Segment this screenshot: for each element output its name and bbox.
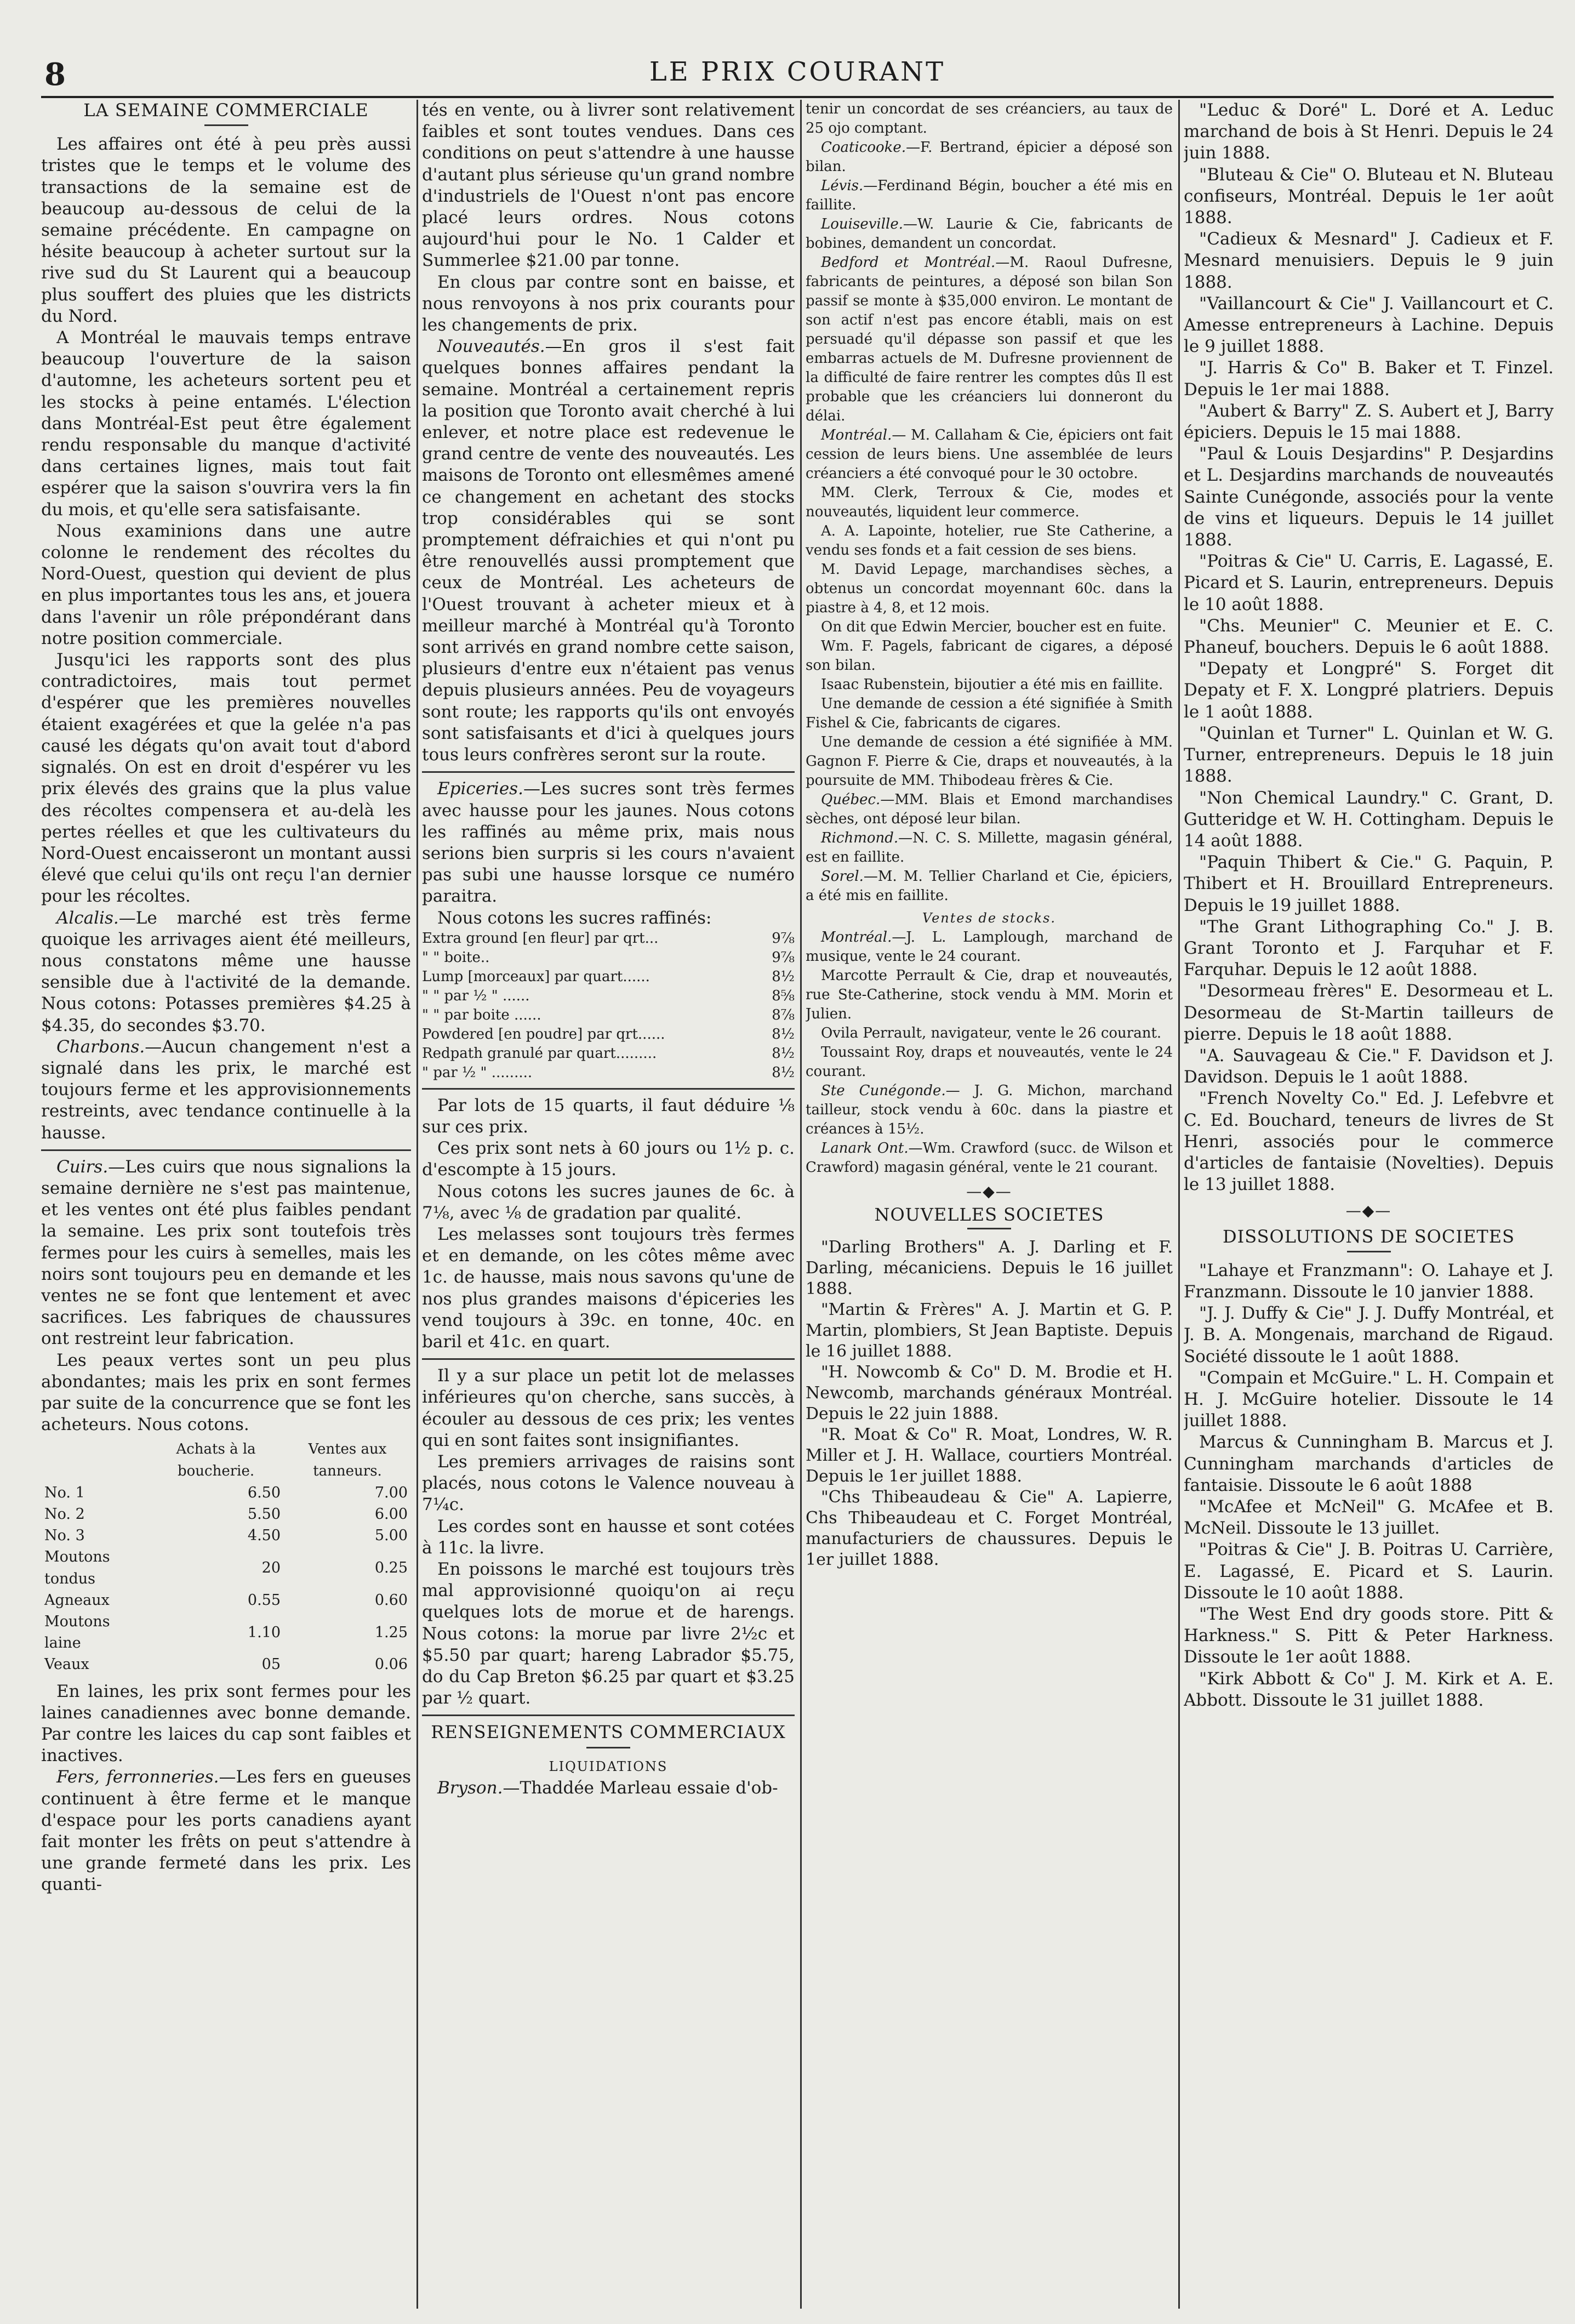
list-item: "Desormeau frères" E. Desormeau et L. Desormeau de St-Martin tailleurs de pierre. Depuis le 18 août 1888. [1184, 981, 1554, 1044]
subsection-heading: LIQUIDATIONS [549, 1758, 668, 1774]
price-value: 8½ [772, 1026, 795, 1043]
list-item: "Vaillancourt & Cie" J. Vaillancourt et C. Amesse entrepreneurs à Lachine. Depuis le 9 juillet 1888. [1184, 293, 1554, 357]
market-report-fers [41, 1767, 411, 1895]
price-item: " " par ½ " ...... [422, 987, 530, 1004]
table-cell: 20 [261, 1559, 281, 1576]
notice [806, 829, 1173, 867]
list-item: "Chs Thibeaudeau & Cie" A. Lapierre, Chs Thibeaudeau et C. Forget Montréal, manufacturiers de chaussures. Depuis le 1er juillet 1888. [806, 1488, 1173, 1569]
table-cell: 0.25 [374, 1559, 408, 1576]
list-item: "Martin & Frères" A. J. Martin et G. P. Martin, plombiers, St Jean Baptiste. Depuis le 16 juillet 1888. [806, 1300, 1173, 1361]
price-value: 8⅞ [772, 1006, 795, 1023]
table-cell: Agneaux [44, 1591, 110, 1609]
notice-bryson [422, 1778, 795, 1799]
section-rule [422, 771, 795, 773]
list-item: "Darling Brothers" A. J. Darling et F. Darling, mécaniciens. Depuis le 16 juillet 1888. [806, 1238, 1173, 1298]
table-cell: 1.25 [374, 1624, 408, 1641]
price-row [422, 1006, 795, 1025]
sugar-price-list [422, 929, 795, 1083]
price-row [422, 948, 795, 967]
place-name: Lévis. [821, 178, 864, 194]
notice [806, 867, 1173, 905]
notice: Une demande de cession a été signifiée à Smith Fishel & Cie, fabricants de cigares. [806, 696, 1173, 731]
notice-text: —W. Laurie & Cie, fabricants de bobines, demandent un concordat. [806, 216, 1173, 252]
table-header [41, 1439, 148, 1482]
paragraph: En laines, les prix sont fermes pour les laines canadiennes avec bonne demande. Par contre les laices du cap sont faibles et inactives. [41, 1681, 411, 1766]
place-name: Québec. [821, 791, 881, 808]
price-row [422, 929, 795, 948]
notice [806, 928, 1173, 966]
paragraph: Les premiers arrivages de raisins sont placés, nous cotons le Valence nouveau à 7¼c. [422, 1451, 795, 1515]
notice: Marcotte Perrault & Cie, drap et nouveautés, rue Ste-Catherine, stock vendu à MM. Morin et Julien. [806, 967, 1173, 1022]
list-item: "Lahaye et Franzmann": O. Lahaye et J. Franzmann. Dissoute le 10 janvier 1888. [1184, 1260, 1554, 1302]
column-divider [416, 100, 418, 2309]
price-row [422, 1025, 795, 1044]
table-cell: 05 [261, 1656, 281, 1673]
hides-price-table [41, 1439, 411, 1675]
section-rule [422, 1088, 795, 1090]
paragraph: Ces prix sont nets à 60 jours ou 1½ p. c. d'escompte à 15 jours. [422, 1138, 795, 1180]
table-row [41, 1546, 411, 1589]
price-item: Extra ground [en fleur] par qrt... [422, 930, 659, 947]
notice [806, 215, 1173, 253]
list-item: "Leduc & Doré" L. Doré et A. Leduc marchand de bois à St Henri. Depuis le 24 juin 1888. [1184, 100, 1554, 163]
price-row [422, 967, 795, 987]
table-cell: 1.10 [247, 1624, 281, 1641]
column-3 [806, 100, 1173, 2303]
price-value: 8½ [772, 968, 795, 985]
table-cell: 0.06 [374, 1656, 408, 1673]
list-item: "Non Chemical Laundry." C. Grant, D. Gutteridge et W. H. Cottingham. Depuis le 14 août 1888. [1184, 788, 1554, 851]
market-report-nouveautes [422, 336, 795, 766]
list-item: "J. J. Duffy & Cie" J. J. Duffy Montréal, et J. B. A. Mongenais, marchand de Rigaud. Société dissoute le 1 août 1888. [1184, 1303, 1554, 1366]
notice: M. David Lepage, marchandises sèches, a obtenus un concordat moyennant 60c. dans la piastre à 4, 8, et 12 mois. [806, 561, 1173, 616]
paragraph: tenir un concordat de ses créanciers, au taux de 25 ojo comptant. [806, 101, 1173, 136]
list-item: "Depaty et Longpré" S. Forget dit Depaty et F. X. Longpré platriers. Depuis le 1 août 1888. [1184, 659, 1554, 722]
report-title: Nouveautés. [437, 337, 545, 357]
place-name: Ste Cunégonde. [821, 1083, 946, 1099]
table-cell: 6.00 [374, 1506, 408, 1523]
subsection-heading: Ventes de stocks. [922, 910, 1057, 926]
place-name: Sorel. [821, 868, 864, 885]
table-cell: 0.55 [247, 1591, 281, 1609]
report-text: —Aucun changement n'est a signalé dans les prix, le marché est toujours ferme et les approvisionnements restreints, avec tendance continuelle à la hausse. [41, 1036, 411, 1143]
notice: Wm. F. Pagels, fabricant de cigares, a déposé son bilan. [806, 638, 1173, 674]
paragraph: Les affaires ont été à peu près aussi tristes que le temps et le volume des transactions de la semaine est de beaucoup au-dessous de celui de la semaine précédente. En campagne on hésite beaucoup à acheter surtout sur la rive sud du St Laurent qui a beaucoup plus souffert des pluies que les districts du Nord. [41, 134, 411, 326]
notice: Isaac Rubenstein, bijoutier a été mis en faillite. [821, 676, 1163, 693]
table-cell: No. 3 [44, 1527, 85, 1545]
list-item: "Quinlan et Turner" L. Quinlan et W. G. Turner, entrepreneurs. Depuis le 18 juin 1888. [1184, 723, 1554, 787]
ornament-divider: —◆— [1345, 1201, 1392, 1220]
notice-text: —F. Bertrand, épicier a déposé son bilan. [806, 139, 1173, 175]
price-item: " " par boite ...... [422, 1006, 541, 1023]
section-rule [422, 1714, 795, 1716]
column-2 [422, 100, 795, 2303]
table-header-row [41, 1439, 411, 1482]
column-divider [1178, 100, 1180, 2309]
list-item: "Bluteau & Cie" O. Bluteau et N. Bluteau confiseurs, Montréal. Depuis le 1er août 1888. [1184, 164, 1554, 228]
price-value: 9⅞ [772, 949, 795, 966]
list-item: "Aubert & Barry" Z. S. Aubert et J, Barry épiciers. Depuis le 15 mai 1888. [1184, 401, 1554, 443]
list-item: "French Novelty Co." Ed. J. Lefebvre et C. Ed. Bouchard, teneurs de livres de St Henri, associés pour le commerce d'articles de fantaisie (Novelties). Depuis le 13 juillet 1888. [1184, 1089, 1554, 1195]
market-report-charbons [41, 1036, 411, 1144]
notice-text: —M. M. Tellier Charland et Cie, épiciers, a été mis en faillite. [806, 868, 1173, 904]
column-divider [800, 100, 802, 2309]
price-value: 9⅞ [772, 930, 795, 947]
list-item: "Chs. Meunier" C. Meunier et E. C. Phaneuf, bouchers. Depuis le 6 août 1888. [1184, 616, 1554, 658]
list-item: "Poitras & Cie" U. Carris, E. Lagassé, E. Picard et S. Laurin, entrepreneurs. Depuis le 10 août 1888. [1184, 551, 1554, 614]
notice [806, 1139, 1173, 1177]
report-title: Epiceries. [437, 779, 523, 799]
table-cell: Moutons tondus [44, 1548, 110, 1587]
place-name: Bedford et Montréal. [821, 254, 996, 271]
table-cell: Moutons laine [44, 1613, 110, 1652]
report-title: Fers, ferronneries. [56, 1767, 219, 1787]
report-text: —Le marché est très ferme quoique les arrivages aient été meilleurs, nous constatons même une hausse sensible due à l'activité de la demande. Nous cotons: Potasses premières $4.25 à $4.35, do secondes $3.70. [41, 908, 411, 1035]
notice-text: —Ferdinand Bégin, boucher a été mis en faillite. [806, 178, 1173, 213]
list-item: "R. Moat & Co" R. Moat, Londres, W. R. Miller et J. H. Wallace, courtiers Montréal. Depuis le 1er juillet 1888. [806, 1425, 1173, 1486]
list-item: "H. Nowcomb & Co" D. M. Brodie et H. Newcomb, marchands généraux Montréal. Depuis le 22 juin 1888. [806, 1363, 1173, 1423]
notice [806, 176, 1173, 215]
report-text: —Les sucres sont très fermes avec hausse pour les jaunes. Nous cotons les raffinés au même prix, mais nous serions bien surpris si les cours n'avaient pas subi une hausse lorsque ce numéro paraitra. [422, 779, 795, 907]
report-text: —Les fers en gueuses continuent à être ferme et le manque d'espace pour les ports canadiens ayant fait monter les frêts on peut s'attendre à une grande fermeté dans les prix. Les quanti- [41, 1767, 411, 1895]
paragraph: Les cordes sont en hausse et sont cotées à 11c. la livre. [422, 1516, 795, 1558]
notice [806, 426, 1173, 483]
price-item: Lump [morceaux] par quart...... [422, 968, 650, 985]
report-text: —En gros il s'est fait quelques bonnes affaires pendant la semaine. Montréal a certainement repris la position que Toronto avait cherché à lui enlever, et notre place est redevenue le grand centre de vente des nouveautés. Les maisons de Toronto ont ellesmêmes amené ce changement en achetant des stocks trop considérables qui se sont promptement défraichies et qui n'ont pu être renouvellés aussi promptement que ceux de Montréal. Les acheteurs de l'Ouest trouvant à acheter mieux et à meilleur marché à Montréal qu'à Toronto sont arrivés en grand nombre cette saison, plusieurs d'entre eux n'étaient pas venus depuis plusieurs années. Peu de voyageurs sont route; les rapports qu'ils ont envoyés sont satisfaisants et d'ici à quelques jours tous leurs confrères seront sur la route. [422, 337, 795, 765]
column-1 [41, 100, 411, 2303]
notice: On dit que Edwin Mercier, boucher est en fuite. [821, 619, 1167, 635]
price-value: 8½ [772, 1064, 795, 1081]
heading-rule [586, 1747, 630, 1748]
price-row [422, 1063, 795, 1083]
table-header: Ventes aux tanneurs. [308, 1441, 387, 1479]
list-item: "A. Sauvageau & Cie." F. Davidson et J. Davidson. Depuis le 1 août 1888. [1184, 1045, 1554, 1087]
table-cell: 4.50 [247, 1527, 281, 1545]
notice: Une demande de cession a été signifiée à MM. Gagnon F. Pierre & Cie, draps et nouveautés, à la poursuite de MM. Thibodeau frères & Cie. [806, 734, 1173, 789]
notice-text: — J. G. Michon, marchand tailleur, stock vendu à 60c. dans la piastre et créances à 15½. [806, 1083, 1173, 1137]
paragraph: Il y a sur place un petit lot de melasses inférieures qu'on cherche, sans succès, à écouler au dessous de ces prix; les ventes qui en sont faites sont insignifiantes. [422, 1366, 795, 1450]
price-row [422, 987, 795, 1006]
paragraph: Nous examinions dans une autre colonne le rendement des récoltes du Nord-Ouest, question qui devient de plus en plus importantes tous les ans, et jouera dans l'avenir un rôle prépondérant dans notre position commerciale. [41, 521, 411, 648]
table-cell: 0.60 [374, 1591, 408, 1609]
report-title: Cuirs. [56, 1157, 109, 1177]
paragraph: tés en vente, ou à livrer sont relativement faibles et sont toutes vendues. Dans ces conditions on peut s'attendre à une hausse d'autant plus sérieuse qu'un grand nombre d'industriels de l'Ouest n'ont pas encore placé leurs ordres. Nous cotons aujourd'hui pour le No. 1 Calder et Summerlee $21.00 par tonne. [422, 100, 795, 271]
column-4 [1184, 100, 1554, 2303]
paragraph: A Montréal le mauvais temps entrave beaucoup l'ouverture de la saison d'automne, les acheteurs sortent peu et les stocks à peine entamés. L'élection dans Montréal-Est peut être également rendu responsable du manque d'activité dans certaines lignes, mais tout fait espérer que la saison s'ouvrira vers la fin du mois, et qu'elle sera satisfaisante. [41, 328, 411, 520]
list-item: Marcus & Cunningham B. Marcus et J. Cunningham marchands d'articles de fantaisie. Dissoute le 6 août 1888 [1184, 1432, 1554, 1495]
notice [806, 253, 1173, 426]
report-title: Charbons. [56, 1036, 145, 1057]
table-row [41, 1654, 411, 1675]
table-row [41, 1503, 411, 1525]
place-name: Coaticooke. [821, 139, 906, 156]
place-name: Louiseville. [821, 216, 903, 232]
notice [806, 790, 1173, 829]
table-cell: 7.00 [374, 1484, 408, 1501]
list-item: "Poitras & Cie" J. B. Poitras U. Carrière, E. Lagassé, E. Picard et S. Laurin. Dissoute le 10 août 1888. [1184, 1540, 1554, 1603]
place-name: Lanark Ont. [821, 1140, 909, 1157]
table-cell: No. 1 [44, 1484, 85, 1501]
list-item: "Kirk Abbott & Co" J. M. Kirk et A. E. Abbott. Dissoute le 31 juillet 1888. [1184, 1668, 1554, 1710]
paragraph: Jusqu'ici les rapports sont des plus contradictoires, mais tout permet d'espérer que les premières nouvelles étaient exagérées et que la gelée n'a pas causé les dégats qu'on avait tout d'abord signalés. On est en droit d'espérer vu les prix élevés des grains que la plus value des récoltes compensera et au-delà les pertes réelles et que les cultivateurs du Nord-Ouest encaisseront un montant aussi élevé que celui qu'ils ont reçu l'an dernier pour les récoltes. [41, 650, 411, 907]
table-cell: 5.00 [374, 1527, 408, 1545]
section-heading: DISSOLUTIONS DE SOCIETES [1222, 1226, 1515, 1247]
price-item: " " boite.. [422, 949, 490, 966]
price-item: Redpath granulé par quart......... [422, 1045, 657, 1062]
paragraph: Les peaux vertes sont un peu plus abondantes; mais les prix en sont fermes par suite de la concurrence que se font les acheteurs. Nous cotons. [41, 1350, 411, 1435]
section-heading: RENSEIGNEMENTS COMMERCIAUX [431, 1722, 786, 1743]
paragraph: Nous cotons les sucres raffinés: [437, 908, 712, 928]
notice-text: —N. C. S. Millette, magasin général, est en faillite. [806, 830, 1173, 865]
section-rule [41, 1149, 411, 1151]
notice-text: —Wm. Crawford (succ. de Wilson et Crawford) magasin général, vente le 21 courant. [806, 1140, 1173, 1176]
notice: A. A. Lapointe, hotelier, rue Ste Catherine, a vendu ses fonds et a fait cession de ses biens. [806, 523, 1173, 559]
table-header: Achats à la boucherie. [176, 1441, 256, 1479]
table-cell: 5.50 [247, 1506, 281, 1523]
list-item: "Compain et McGuire." L. H. Compain et H. J. McGuire hotelier. Dissoute le 14 juillet 1888. [1184, 1368, 1554, 1431]
notice: MM. Clerk, Terroux & Cie, modes et nouveautés, liquident leur commerce. [806, 485, 1173, 520]
section-rule [422, 1358, 795, 1360]
price-row [422, 1044, 795, 1063]
market-report-cuirs [41, 1157, 411, 1350]
list-item: "Cadieux & Mesnard" J. Cadieux et F. Mesnard menuisiers. Depuis le 9 juin 1888. [1184, 229, 1554, 292]
list-item: "Paul & Louis Desjardins" P. Desjardins et L. Desjardins marchands de nouveautés Sainte Cunégonde, associés pour la vente de vins et liqueurs. Depuis le 14 juillet 1888. [1184, 444, 1554, 550]
notice-text: — M. Callaham & Cie, épiciers ont fait cession de leurs biens. Une assemblée de leurs créanciers a été convoqué pour le 30 octobre. [806, 427, 1173, 482]
place-name: Montréal. [821, 427, 892, 443]
list-item: "The West End dry goods store. Pitt & Harkness." S. Pitt & Peter Harkness. Dissoute le 1er août 1888. [1184, 1604, 1554, 1667]
place-name: Bryson. [437, 1778, 503, 1798]
list-item: "The Grant Lithographing Co." J. B. Grant Toronto et J. Farquhar et F. Farquhar. Depuis le 12 août 1888. [1184, 916, 1554, 980]
table-cell: No. 2 [44, 1506, 85, 1523]
paragraph: En poissons le marché est toujours très mal approvisionné quoiqu'on ai reçu quelques lots de morue et de harengs. Nous cotons: la morue par livre 2½c et $5.50 par quart; hareng Labrador $5.75, do du Cap Breton $6.25 par quart et $3.25 par ½ quart. [422, 1559, 795, 1708]
table-row [41, 1590, 411, 1611]
price-value: 8⅝ [772, 987, 795, 1004]
notice [806, 1081, 1173, 1139]
market-report-alcalis [41, 908, 411, 1036]
page-header [41, 52, 1554, 98]
page-number: 8 [44, 56, 66, 93]
notice: Toussaint Roy, draps et nouveautés, vente le 24 courant. [806, 1044, 1173, 1080]
paragraph: Nous cotons les sucres jaunes de 6c. à 7⅛, avec ⅛ de gradation par qualité. [422, 1181, 795, 1223]
section-heading: LA SEMAINE COMMERCIALE [83, 100, 369, 121]
section-heading: NOUVELLES SOCIETES [874, 1204, 1104, 1225]
price-value: 8½ [772, 1045, 795, 1062]
price-item: Powdered [en poudre] par qrt...... [422, 1026, 665, 1043]
report-title: Alcalis. [56, 908, 119, 928]
list-item: "Paquin Thibert & Cie." G. Paquin, P. Thibert et H. Brouillard Entrepreneurs. Depuis le 19 juillet 1888. [1184, 852, 1554, 915]
notice-text: —Thaddée Marleau essaie d'ob- [503, 1778, 778, 1798]
heading-rule [204, 124, 248, 126]
list-item: "McAfee et McNeil" G. McAfee et B. McNeil. Dissoute le 13 juillet. [1184, 1497, 1554, 1539]
place-name: Montréal. [821, 929, 892, 945]
table-row [41, 1482, 411, 1503]
table-cell: Veaux [44, 1656, 89, 1673]
notice-text: —M. Raoul Dufresne, fabricants de peintures, a déposé son bilan Son passif se monte à $35,000 environ. Le montant de son actif n'est pas encore établi, mais on est persuadé qu'il dépasse son passif et que les embarras actuels de M. Dufresne proviennent de la difficulté de faire rentrer les comptes dûs Il est probable que les créanciers lui donneront du délai. [806, 254, 1173, 424]
paragraph: En clous par contre sont en baisse, et nous renvoyons à nos prix courants pour les changements de prix. [422, 272, 795, 335]
paragraph: Par lots de 15 quarts, il faut déduire ⅛ sur ces prix. [422, 1095, 795, 1137]
place-name: Richmond. [821, 830, 899, 846]
notice-text: —J. L. Lamplough, marchand de musique, vente le 24 courant. [806, 929, 1173, 965]
ornament-divider: —◆— [966, 1182, 1012, 1200]
report-text: —Les cuirs que nous signalions la semaine dernière ne s'est pas maintenue, et les ventes ont été plus faibles pendant la semaine. Les prix sont toutefois très fermes pour les cuirs à semelles, mais les noirs sont toujours peu en demande et les ventes ne se font que lentement et avec sacrifices. Les fabriques de chaussures ont restreint leur fabrication. [41, 1157, 411, 1349]
table-row [41, 1525, 411, 1546]
paragraph: Les melasses sont toujours très fermes et en demande, on les côtes même avec 1c. de hausse, mais nous savons qu'une de nos plus grandes maisons d'épiceries les vend toujours à 39c. en tonne, 40c. en baril et 41c. en quart. [422, 1224, 795, 1352]
table-row [41, 1611, 411, 1654]
partnership-list [806, 1237, 1173, 1570]
notice-text: —MM. Blais et Emond marchandises sèches, ont déposé leur bilan. [806, 791, 1173, 827]
price-item: " par ½ " ......... [422, 1064, 533, 1081]
heading-rule [1347, 1251, 1391, 1252]
notice [806, 138, 1173, 176]
notice: Ovila Perrault, navigateur, vente le 26 courant. [821, 1025, 1162, 1041]
newspaper-title: LE PRIX COURANT [649, 56, 946, 87]
list-item: "J. Harris & Co" B. Baker et T. Finzel. Depuis le 1er mai 1888. [1184, 358, 1554, 400]
table-cell: 6.50 [247, 1484, 281, 1501]
heading-rule [967, 1228, 1011, 1229]
market-report-epiceries [422, 778, 795, 907]
